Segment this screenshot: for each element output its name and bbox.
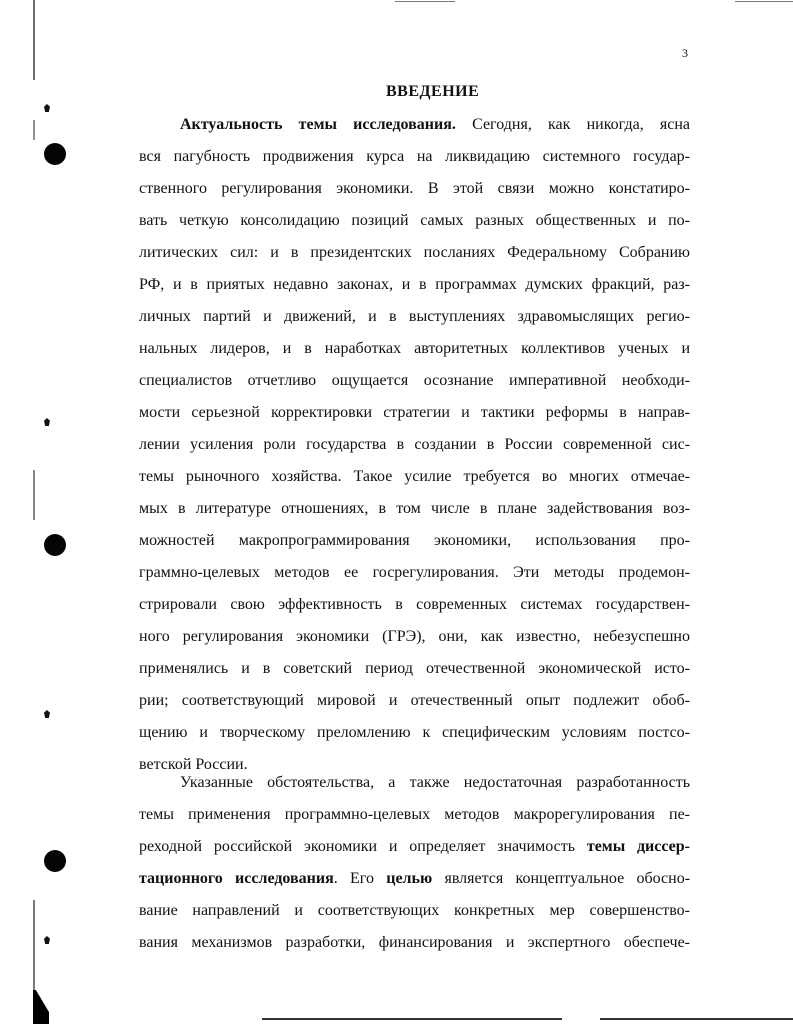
scan-speck (44, 936, 50, 944)
bold-term: целью (386, 870, 433, 887)
scan-bottom-mark (600, 1018, 793, 1020)
text-line: ственного регулирования экономики. В этой связи можно констатиро- (139, 180, 690, 197)
bold-term: темы диссер- (586, 838, 690, 855)
text-line: лении усиления роли государства в создании в России современной сис- (139, 436, 690, 453)
text-line: темы применения программно-целевых методов макрорегулирования пе- (139, 806, 690, 823)
punch-hole (44, 534, 66, 556)
page-title: ВВЕДЕНИЕ (386, 83, 480, 100)
text-line: мости серьезной корректировки стратегии и тактики реформы в направ- (139, 404, 690, 421)
text-line: мых в литературе отношениях, в том числе в плане задействования воз- (139, 500, 690, 517)
text-line: вание направлений и соответствующих конкретных мер совершенство- (139, 902, 690, 919)
page-number: 3 (682, 46, 688, 60)
text-line: можностей макропрограммирования экономики, использования про- (139, 532, 690, 549)
punch-hole (44, 143, 66, 165)
text-line: Актуальность темы исследования. Сегодня, как никогда, ясна (180, 116, 690, 133)
text-line: вания механизмов разработки, финансирования и экспертного обеспече- (139, 934, 690, 951)
text-line: реходной российской экономики и определяет значимость темы диссер- (139, 838, 690, 855)
text-line: тационного исследования. Его целью является концептуальное обосно- (139, 870, 690, 887)
bold-term: тационного исследования (139, 870, 334, 887)
text-line: применялись и в советский период отечественной экономической исто- (139, 660, 690, 677)
text-line: стрировали свою эффективность в современных системах государствен- (139, 596, 690, 613)
lead-heading: Актуальность темы исследования. (180, 116, 456, 133)
text-line: вать четкую консолидацию позиций самых разных общественных и по- (139, 212, 690, 229)
text-line: граммно-целевых методов ее госрегулирования. Эти методы продемон- (139, 564, 690, 581)
scan-top-mark (395, 1, 455, 2)
paragraph-goal (139, 767, 690, 959)
text-line: РФ, и в приятых недавно законах, и в программах думских фракций, раз- (139, 276, 690, 293)
paragraph-relevance (139, 109, 690, 781)
text-line: щению и творческому преломлению к специфическим условиям постсо- (139, 724, 690, 741)
scan-speck (44, 104, 50, 112)
text-line: темы рыночного хозяйства. Такое усилие требуется во многих отмечае- (139, 468, 690, 485)
scan-speck (44, 710, 50, 718)
scan-speck (44, 418, 50, 426)
text-line: литических сил: и в президентских посланиях Федеральному Собранию (139, 244, 690, 261)
scan-corner-shadow (33, 990, 49, 1024)
text-line: ветской России. (139, 756, 248, 773)
text-line: Указанные обстоятельства, а также недостаточная разработанность (180, 774, 690, 791)
text-line: ного регулирования экономики (ГРЭ), они, как известно, небезуспешно (139, 628, 690, 645)
scan-left-edge-shadow (33, 0, 35, 1000)
text-line: специалистов отчетливо ощущается осознание императивной необходи- (139, 372, 690, 389)
text-line: рии; соответствующий мировой и отечественный опыт подлежит обоб- (139, 692, 690, 709)
punch-hole (44, 850, 66, 872)
text-line: вся пагубность продвижения курса на ликвидацию системного государ- (139, 148, 690, 165)
scan-top-mark (735, 1, 793, 2)
text-line: личных партий и движений, и в выступлениях здравомыслящих регио- (139, 308, 690, 325)
text-line: нальных лидеров, и в наработках авторитетных коллективов ученых и (139, 340, 690, 357)
scan-bottom-mark (262, 1018, 562, 1020)
